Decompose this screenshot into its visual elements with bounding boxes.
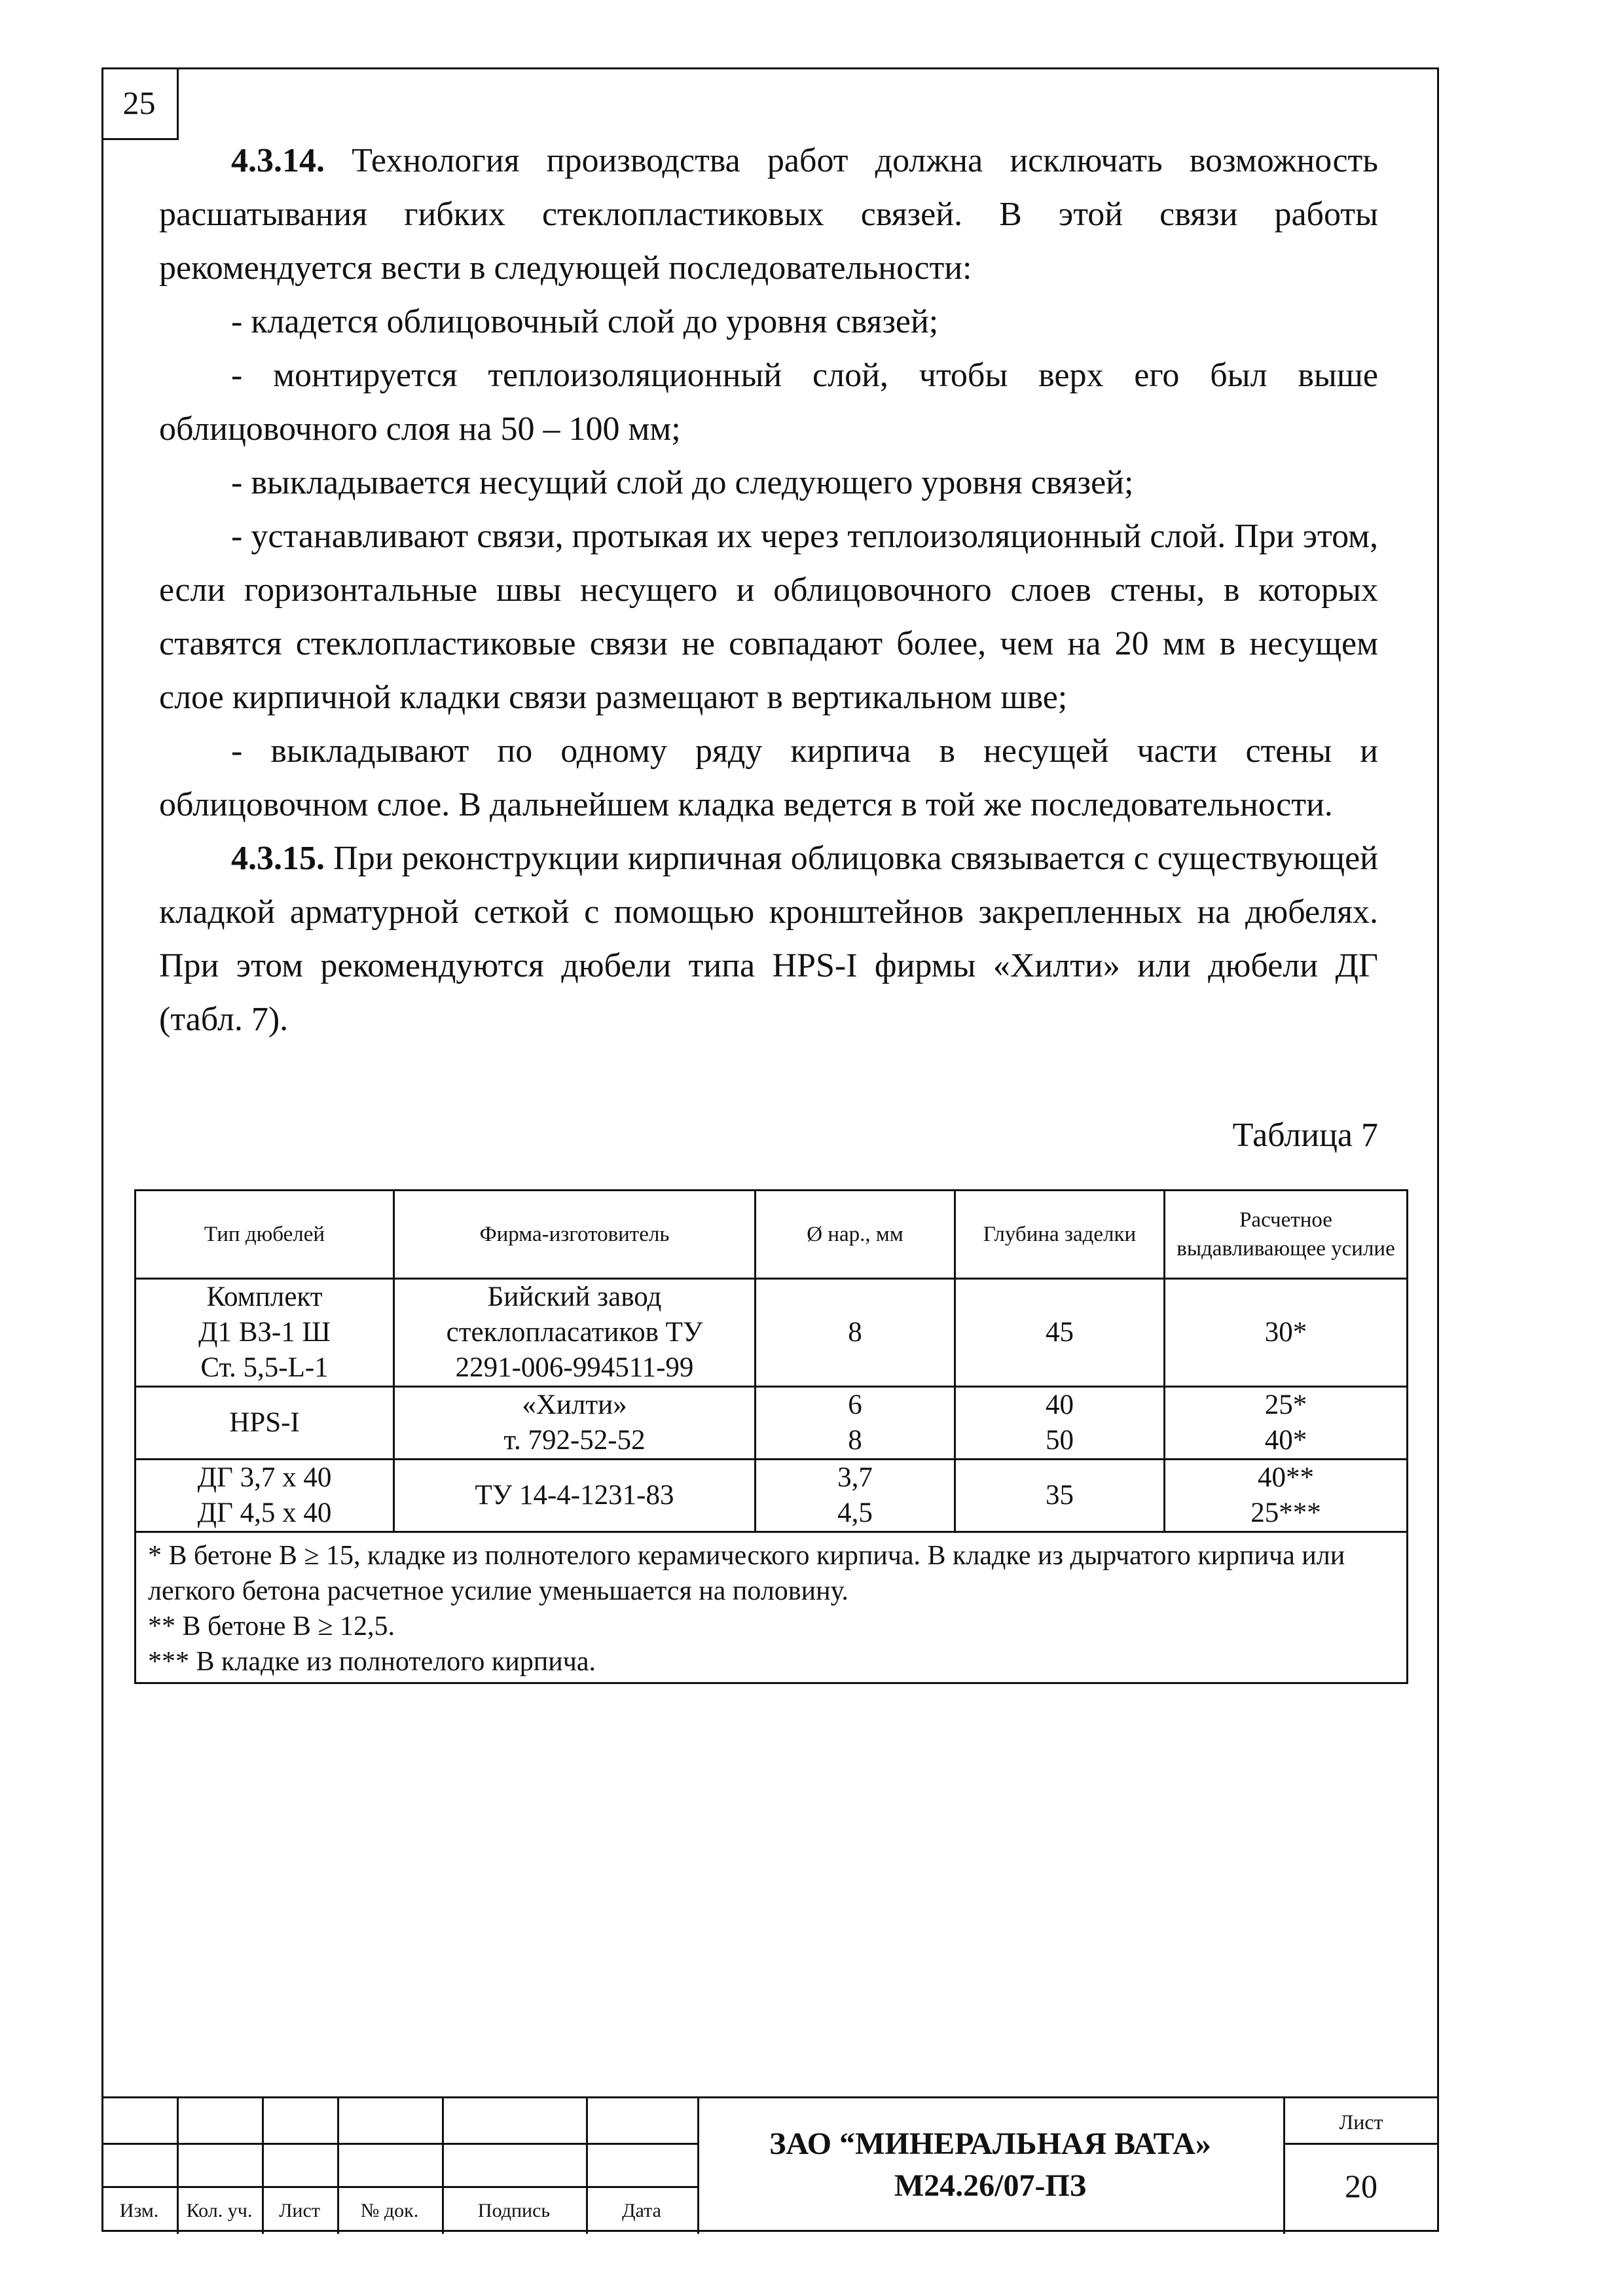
company-title — [697, 2123, 1283, 2207]
label-doc-no: № док. — [360, 2200, 419, 2221]
list-item: - устанавливают связи, протыкая их через теплоизоляционный слой. При этом, если горизонтальные швы несущего и облицовочного слоев стены, в которых ставятся стеклопластиковые связи не совпадают более, чем на 20 мм в несущем слое кирпичной кладки связи размещают в вертикальном шве; — [159, 518, 1378, 716]
column-header: Расчетное выдавливающее усилие — [1165, 1191, 1408, 1279]
note: *** В кладке из полнотелого кирпича. — [148, 1647, 596, 1677]
cell-diameter: 3,7 4,5 — [756, 1460, 955, 1532]
table-header-row — [136, 1191, 1408, 1279]
cell-type: Комплект Д1 ВЗ-1 Ш Ст. 5,5-L-1 — [136, 1279, 394, 1387]
note: * В бетоне В ≥ 15, кладке из полнотелого керамического кирпича. В кладке из дырчатого кирпича или легкого бетона расчетное усилие уменьшается на половину. — [148, 1541, 1352, 1606]
table-row — [136, 1387, 1408, 1460]
company-name: ЗАО “МИНЕРАЛЬНАЯ ВАТА» — [769, 2126, 1211, 2161]
cell-diameter: 8 — [756, 1279, 955, 1387]
cell-force: 40** 25*** — [1165, 1460, 1408, 1532]
label-signature: Подпись — [477, 2200, 551, 2221]
list-item: - кладется облицовочный слой до уровня связей; — [231, 303, 939, 340]
table-row — [136, 1460, 1408, 1532]
label-date: Дата — [622, 2200, 661, 2221]
cell-maker: Бийский завод стеклопласатиков ТУ 2291-006-994511-99 — [394, 1279, 756, 1387]
table-notes — [136, 1532, 1408, 1683]
sheet-label: Лист — [1339, 2110, 1383, 2134]
cell-maker: «Хилти» т. 792-52-52 — [394, 1387, 756, 1460]
title-block — [101, 2096, 1439, 2234]
clause-number: 4.3.15. — [231, 840, 325, 877]
paragraph-4-3-15 — [159, 832, 1378, 1047]
sheet-number: 20 — [1345, 2168, 1377, 2204]
column-header: Тип дюбелей — [136, 1191, 394, 1279]
column-header: Фирма-изготовитель — [394, 1191, 756, 1279]
label-list: Лист — [279, 2200, 320, 2221]
cell-depth: 40 50 — [955, 1387, 1165, 1460]
cell-depth: 35 — [955, 1460, 1165, 1532]
label-izm: Изм. — [119, 2200, 159, 2221]
table-notes-row — [136, 1532, 1408, 1683]
cell-depth: 45 — [955, 1279, 1165, 1387]
cell-type: HPS-I — [136, 1387, 394, 1460]
cell-type: ДГ 3,7 х 40 ДГ 4,5 х 40 — [136, 1460, 394, 1532]
document-code: М24.26/07-ПЗ — [894, 2168, 1087, 2203]
clause-number: 4.3.14. — [231, 142, 325, 179]
cell-diameter: 6 8 — [756, 1387, 955, 1460]
cell-maker: ТУ 14-4-1231-83 — [394, 1460, 756, 1532]
note: ** В бетоне В ≥ 12,5. — [148, 1611, 395, 1641]
cell-force: 25* 40* — [1165, 1387, 1408, 1460]
table-caption: Таблица 7 — [1232, 1117, 1378, 1154]
column-header: Глубина заделки — [955, 1191, 1165, 1279]
list-item: - выкладывается несущий слой до следующего уровня связей; — [231, 464, 1134, 501]
list-item: - выкладывают по одному ряду кирпича в несущей части стены и облицовочном слое. В дальнейшем кладка ведется в той же последовательности. — [159, 732, 1378, 823]
clause-text: Технология производства работ должна исключать возможность расшатывания гибких стеклопластиковых связей. В этой связи работы рекомендуется вести в следующей последовательности: — [159, 142, 1378, 287]
table-row — [136, 1279, 1408, 1387]
cell-force: 30* — [1165, 1279, 1408, 1387]
body-text — [159, 134, 1378, 1047]
label-kol-uch: Кол. уч. — [186, 2200, 253, 2221]
clause-text: При реконструкции кирпичная облицовка связывается с существующей кладкой арматурной сеткой с помощью кронштейнов закрепленных на дюбелях. При этом рекомендуются дюбели типа HPS-I фирмы «Хилти» или дюбели ДГ (табл. 7). — [159, 840, 1378, 1038]
list-item: - монтируется теплоизоляционный слой, чтобы верх его был выше облицовочного слоя на 50 – 100 мм; — [159, 357, 1378, 448]
corner-page-number: 25 — [101, 67, 179, 140]
column-header: Ø нар., мм — [756, 1191, 955, 1279]
dowel-table — [134, 1189, 1408, 1684]
paragraph-4-3-14 — [159, 134, 1378, 295]
